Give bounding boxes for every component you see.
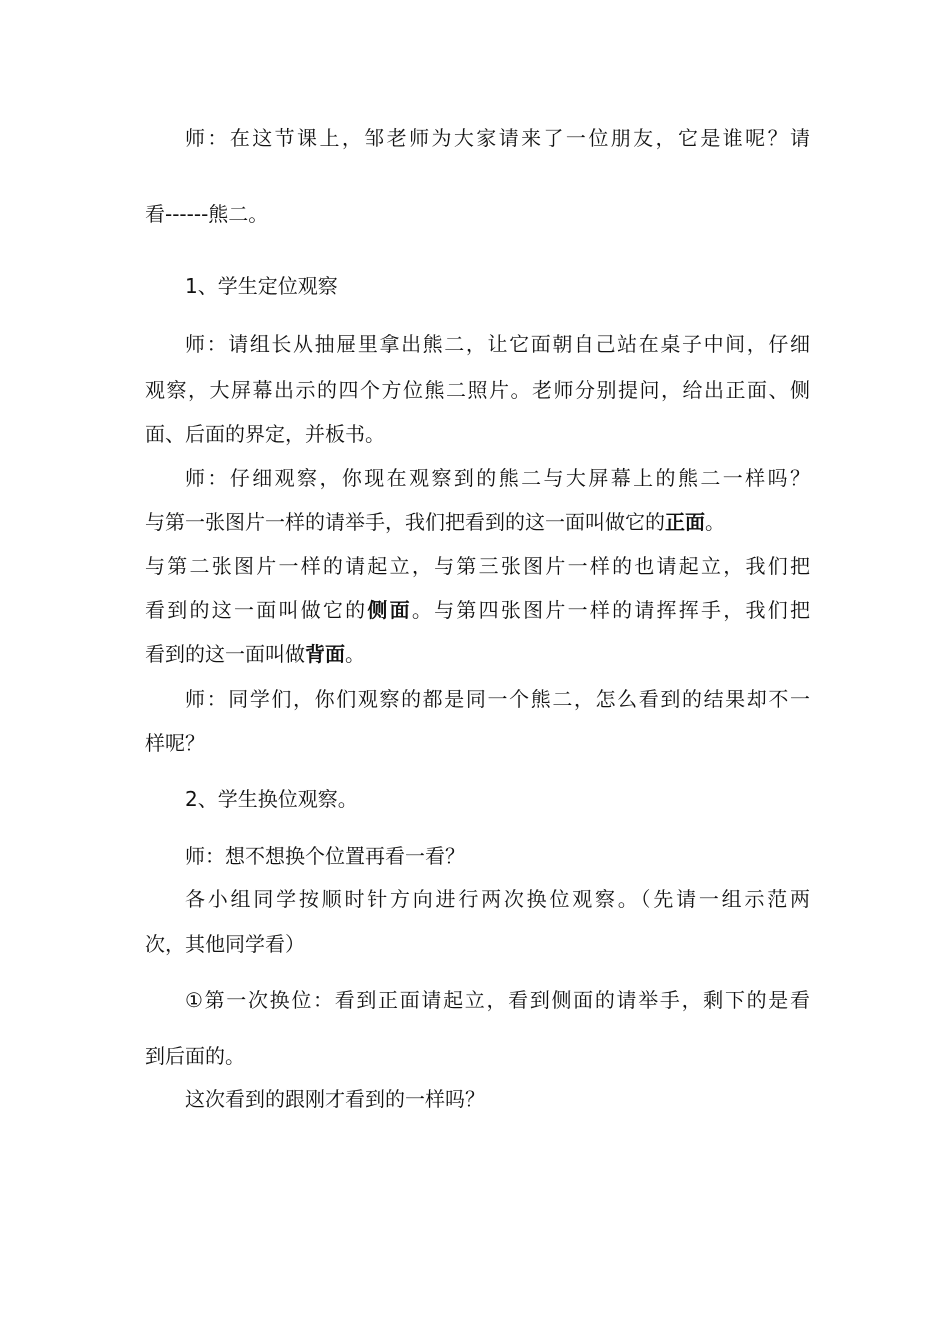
text-run: 看到的这一面叫做 bbox=[145, 642, 305, 666]
paragraph-7-line-1: ①第一次换位：看到正面请起立，看到侧面的请举手，剩下的是看 bbox=[185, 988, 810, 1012]
paragraph-8: 这次看到的跟刚才看到的一样吗？ bbox=[185, 1087, 485, 1111]
term-front: 正面 bbox=[665, 510, 705, 534]
paragraph-4-line-1: 师：同学们，你们观察的都是同一个熊二，怎么看到的结果却不一 bbox=[185, 687, 810, 711]
section-heading-1: 1、学生定位观察 bbox=[185, 274, 338, 298]
paragraph-2-line-2: 观察，大屏幕出示的四个方位熊二照片。老师分别提问，给出正面、侧 bbox=[145, 378, 810, 402]
paragraph-4-line-2: 样呢？ bbox=[145, 731, 205, 755]
paragraph-1-line-2: 看------熊二。 bbox=[145, 202, 269, 226]
paragraph-6-line-2: 次，其他同学看） bbox=[145, 932, 305, 956]
text-run: 。 bbox=[705, 510, 725, 534]
text-run: 看到的这一面叫做它的 bbox=[145, 598, 368, 622]
paragraph-2-line-1: 师：请组长从抽屉里拿出熊二，让它面朝自己站在桌子中间，仔细 bbox=[185, 332, 810, 356]
text-run: 与第一张图片一样的请举手，我们把看到的这一面叫做它的 bbox=[145, 510, 665, 534]
paragraph-3-line-1: 师：仔细观察，你现在观察到的熊二与大屏幕上的熊二一样吗？ bbox=[185, 466, 810, 490]
term-side: 侧面 bbox=[367, 598, 412, 622]
term-back: 背面 bbox=[305, 642, 345, 666]
paragraph-3-line-2 bbox=[145, 508, 810, 536]
text-run: 。与第四张图片一样的请挥挥手，我们把 bbox=[411, 598, 811, 622]
paragraph-6-line-1: 各小组同学按顺时针方向进行两次换位观察。（先请一组示范两 bbox=[185, 887, 810, 911]
section-heading-2: 2、学生换位观察。 bbox=[185, 787, 358, 811]
paragraph-5: 师：想不想换个位置再看一看？ bbox=[185, 844, 465, 868]
paragraph-3-line-5 bbox=[145, 640, 810, 668]
paragraph-3-line-3: 与第二张图片一样的请起立，与第三张图片一样的也请起立，我们把 bbox=[145, 554, 810, 578]
paragraph-1-line-1: 师：在这节课上，邹老师为大家请来了一位朋友，它是谁呢？请 bbox=[185, 126, 810, 150]
paragraph-2-line-3: 面、后面的界定，并板书。 bbox=[145, 422, 385, 446]
paragraph-7-line-2: 到后面的。 bbox=[145, 1044, 245, 1068]
text-run: 。 bbox=[345, 642, 365, 666]
paragraph-3-line-4 bbox=[145, 596, 810, 624]
